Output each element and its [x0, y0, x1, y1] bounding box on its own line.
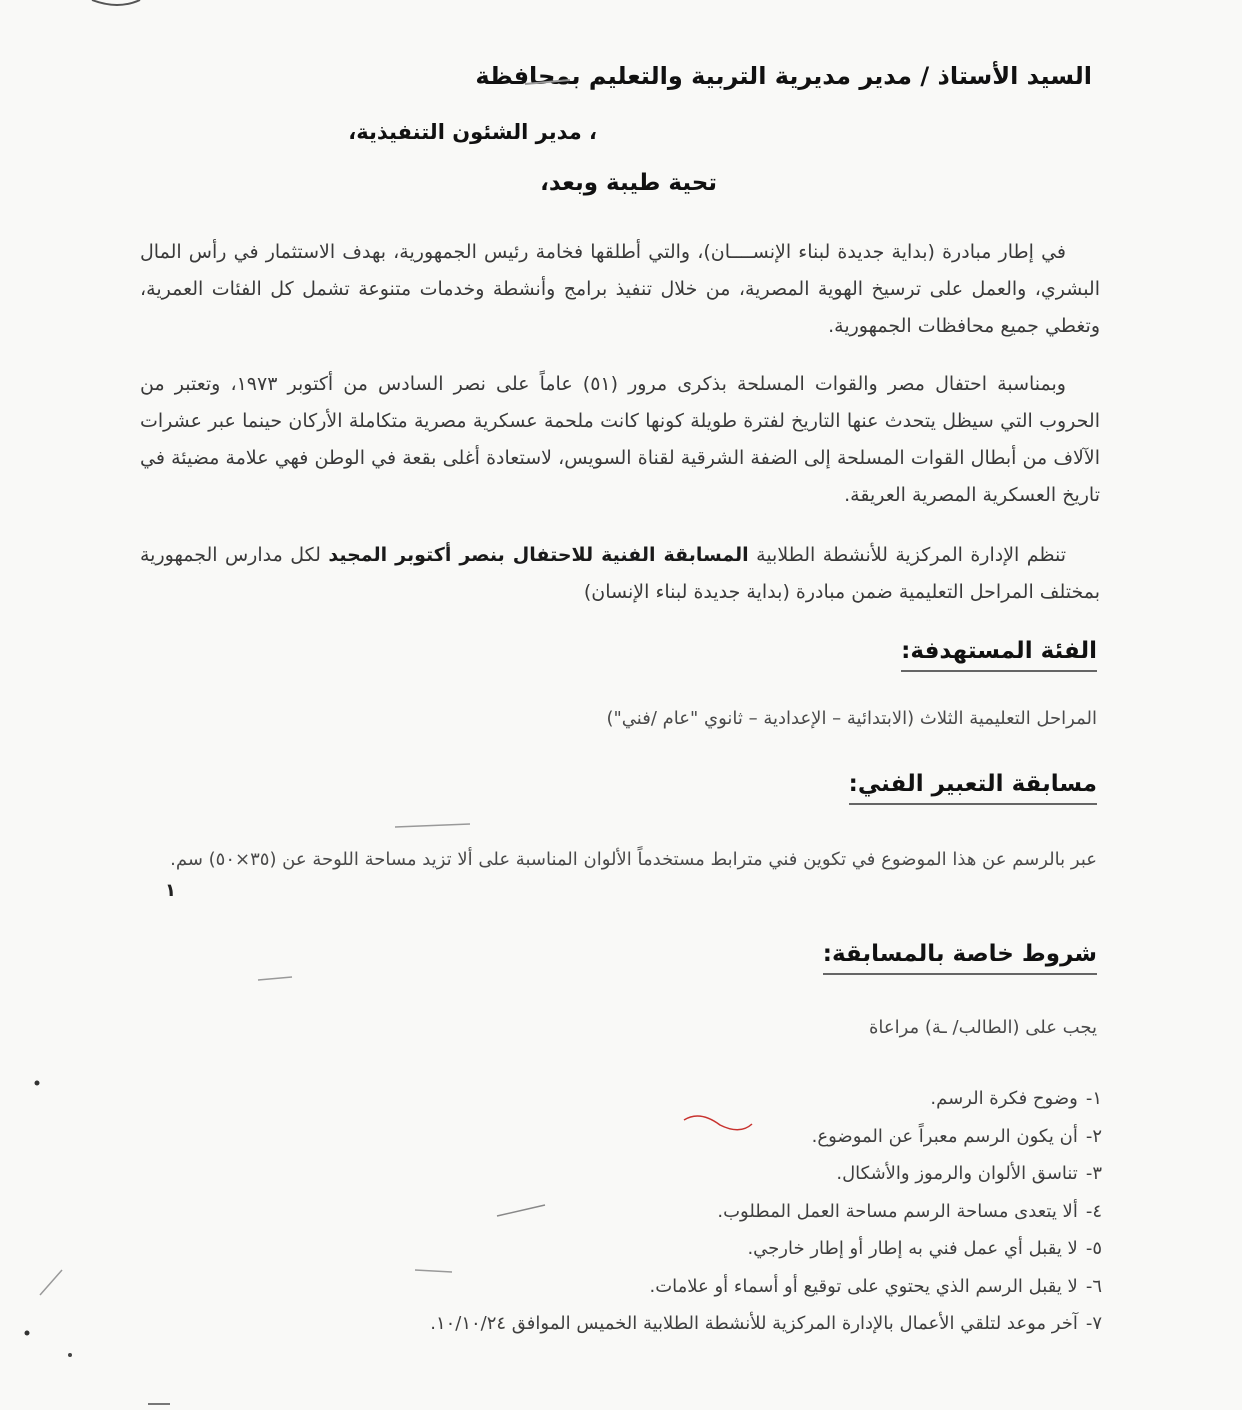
- condition-number: ٣-: [1085, 1163, 1102, 1184]
- scan-streak: [258, 977, 292, 980]
- speck: [35, 1081, 40, 1086]
- margin-mark: ١: [165, 880, 176, 901]
- organize-prefix: تنظم الإدارة المركزية للأنشطة الطلابية: [756, 544, 1067, 566]
- scan-streak: [395, 824, 470, 827]
- organize-bold: المسابقة الفنية للاحتفال بنصر أكتوبر المجيد: [328, 544, 749, 566]
- target-heading: الفئة المستهدفة:: [901, 638, 1097, 672]
- condition-number: ٢-: [1085, 1125, 1102, 1147]
- scan-streak: [415, 1270, 452, 1272]
- condition-text: آخر موعد لتلقي الأعمال بالإدارة المركزية للأنشطة الطلابية الخميس الموافق ١٠/١٠/٢٤.: [430, 1313, 1078, 1334]
- organize-suffix: لكل مدارس الجمهورية بمختلف المراحل التعليمية ضمن مبادرة (بداية جديدة لبناء الإنسان): [140, 544, 1100, 603]
- scan-streak: [497, 1205, 545, 1216]
- seal-fragment: [92, 0, 140, 5]
- condition-text: ألا يتعدى مساحة الرسم مساحة العمل المطلوب.: [717, 1200, 1078, 1222]
- speck: [68, 1353, 72, 1357]
- conditions-heading: شروط خاصة بالمسابقة:: [823, 941, 1097, 975]
- condition-text: تناسق الألوان والرموز والأشكال.: [836, 1163, 1078, 1184]
- condition-number: ٥-: [1085, 1238, 1102, 1259]
- condition-number: ٦-: [1085, 1275, 1102, 1297]
- target-text: المراحل التعليمية الثلاث (الابتدائية – الإعدادية – ثانوي "عام /فني"): [606, 708, 1097, 729]
- condition-text: لا يقبل الرسم الذي يحتوي على توقيع أو أسماء أو علامات.: [649, 1275, 1078, 1297]
- paragraph-anniversary-text: وبمناسبة احتفال مصر والقوات المسلحة بذكرى مرور (٥١) عاماً على نصر السادس من أكتوبر ١٩٧٣، وتعتبر من الحروب التي سيظل يتحدث عنها التاريخ لفترة طويلة كونها كانت ملحمة عسكرية مصرية متكاملة الأركان حينما عبر عشرات الآلاف من أبطال القوات المسلحة إلى الضفة الشرقية لقناة السويس، لاستعادة أغلى بقعة في الوطن فهي علامة مضيئة في تاريخ العسكرية المصرية العريقة.: [140, 373, 1100, 506]
- condition-text: أن يكون الرسم معبراً عن الموضوع.: [811, 1125, 1078, 1147]
- condition-text: لا يقبل أي عمل فني به إطار أو إطار خارجي.: [747, 1238, 1078, 1259]
- red-pen-mark: [684, 1116, 752, 1130]
- condition-number: ١-: [1085, 1088, 1102, 1109]
- condition-number: ٤-: [1085, 1200, 1102, 1222]
- conditions-intro: يجب على (الطالب/ ـة) مراعاة: [868, 1017, 1097, 1038]
- speck: [25, 1331, 30, 1336]
- condition-number: ٧-: [1085, 1313, 1102, 1334]
- condition-text: وضوح فكرة الرسم.: [930, 1088, 1078, 1109]
- greeting: تحية طيبة وبعد،: [540, 170, 717, 196]
- scan-streak: [525, 80, 570, 84]
- paragraph-initiative-text: في إطار مبادرة (بداية جديدة لبناء الإنســــان)، والتي أطلقها فخامة رئيس الجمهورية، بهدف الاستثمار في رأس المال البشري، والعمل على ترسيخ الهوية المصرية، من خلال تنفيذ برامج وأنشطة وخدمات متنوعة تشمل كل الفئات العمرية، وتغطي جميع محافظات الجمهورية.: [140, 241, 1100, 337]
- contest-heading: مسابقة التعبير الفني:: [849, 771, 1097, 805]
- addressee-line: السيد الأستاذ / مدير مديرية التربية والتعليم بمحافظة: [475, 62, 1092, 90]
- contest-text: عبر بالرسم عن هذا الموضوع في تكوين فني مترابط مستخدماً الألوان المناسبة على ألا تزيد مساحة اللوحة عن (٣٥×٥٠) سم.: [170, 849, 1097, 870]
- addressee-secondary: ، مدير الشئون التنفيذية،: [348, 120, 597, 144]
- scan-streak: [40, 1270, 62, 1295]
